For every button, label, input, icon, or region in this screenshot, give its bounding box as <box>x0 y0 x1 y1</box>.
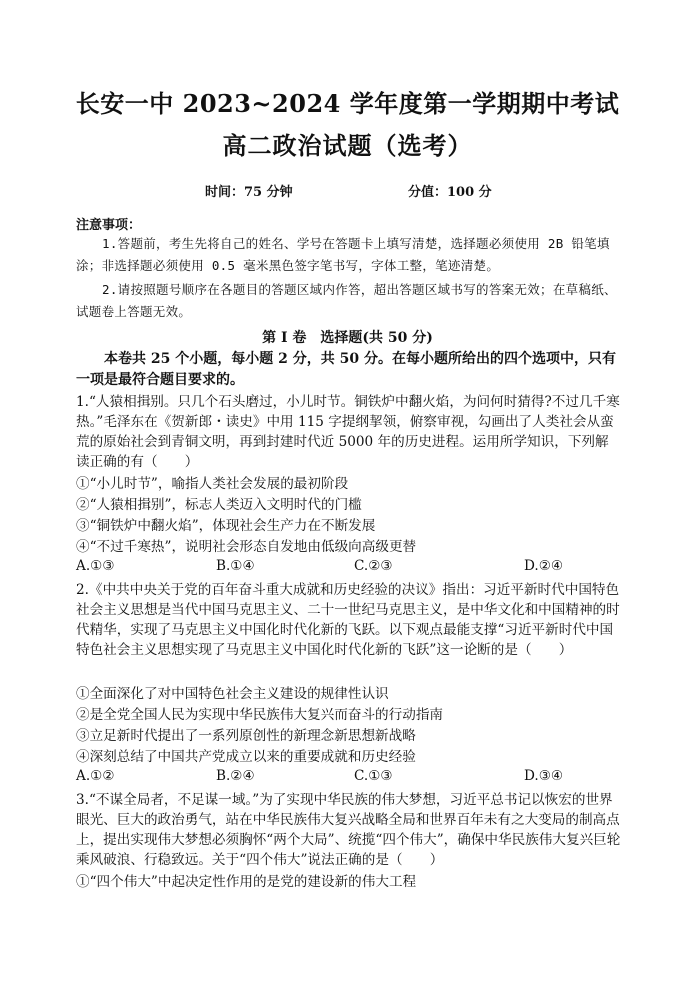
question-1-option-2: ②“人猿相揖别”，标志人类迈入文明时代的门槛 <box>76 497 362 513</box>
choice-d: D.②④ <box>524 558 564 574</box>
question-3-option-1: ①“四个伟大”中起决定性作用的是党的建设新的伟大工程 <box>76 874 417 890</box>
question-1-option-3: ③“铜铁炉中翻火焰”，体现社会生产力在不断发展 <box>76 518 376 534</box>
question-2-choices <box>76 768 622 788</box>
choice-b: B.②④ <box>216 768 255 784</box>
choice-c: C.①③ <box>354 768 393 784</box>
choice-d: D.③④ <box>524 768 564 784</box>
question-2-option-3: ③立足新时代提出了一系列原创性的新理念新思想新战略 <box>76 728 416 744</box>
question-3-stem: 3.“不谋全局者，不足谋一域。”为了实现中华民族的伟大梦想，习近平总书记以恢宏的世界眼光、巨大的政治勇气，站在中华民族伟大复兴战略全局和世界百年未有之大变局的制高点上，提出实现伟大梦想必须胸怀“两个大局”、统揽“四个伟大”，确保中华民族伟大复兴巨轮乘风破浪、行稳致远。关于“四个伟大”说法正确的是（ ） <box>76 792 621 868</box>
notice-heading: 注意事项： <box>76 218 142 233</box>
choice-c: C.②③ <box>354 558 393 574</box>
choice-a: A.①③ <box>76 558 115 574</box>
total-score: 分值：100 分 <box>408 185 492 200</box>
question-2-stem: 2.《中共中央关于党的百年奋斗重大成就和历史经验的决议》指出：习近平新时代中国特色社会主义思想是当代中国马克思主义、二十一世纪马克思主义，是中华文化和中国精神的时代精华，实现了马克思主义中国化时代化新的飞跃。以下观点最能支撑“习近平新时代中国特色社会主义思想实现了马克思主义中国化时代化新的飞跃”这一论断的是（ ） <box>76 582 620 658</box>
choice-b: B.①④ <box>216 558 255 574</box>
question-1-stem: 1.“人猿相揖别。只几个石头磨过，小儿时节。铜铁炉中翻火焰，为问何时猜得?不过几千寒热。”毛泽东在《贺新郎・读史》中用 115 字提纲挈领，俯察审视，勾画出了人类社会从蛮荒的原始社会到青铜文明，再到封建时代近 5000 年的历史进程。运用所学知识，下列解读正确的有（ ） <box>76 394 620 470</box>
notice-item-1: 1.答题前，考生先将自己的姓名、学号在答题卡上填写清楚，选择题必须使用 2B 铅笔填涂；非选择题必须使用 0.5 毫米黑色签字笔书写，字体工整，笔迹清楚。 <box>76 236 610 273</box>
section-heading: 第 I 卷 选择题(共 50 分) <box>262 330 433 346</box>
question-1-choices <box>76 558 622 578</box>
notice-item-2: 2.请按照题号顺序在各题目的答题区域内作答，超出答题区域书写的答案无效；在草稿纸、试题卷上答题无效。 <box>76 282 617 319</box>
question-1-option-1: ①“小儿时节”，喻指人类社会发展的最初阶段 <box>76 476 349 492</box>
exam-title: 长安一中 2023~2024 学年度第一学期期中考试 <box>75 89 620 118</box>
section-intro: 本卷共 25 个小题，每小题 2 分，共 50 分。在每小题所给出的四个选项中，只有一项是最符合题目要求的。 <box>76 351 616 388</box>
choice-a: A.①② <box>76 768 115 784</box>
question-2-option-1: ①全面深化了对中国特色社会主义建设的规律性认识 <box>76 686 389 702</box>
exam-subtitle: 高二政治试题（选考） <box>222 131 473 160</box>
time-limit: 时间：75 分钟 <box>205 185 293 200</box>
question-1-option-4: ④“不过千寒热”，说明社会形态自发地由低级向高级更替 <box>76 539 417 555</box>
question-2-option-2: ②是全党全国人民为实现中华民族伟大复兴而奋斗的行动指南 <box>76 707 444 723</box>
question-2-option-4: ④深刻总结了中国共产党成立以来的重要成就和历史经验 <box>76 749 416 765</box>
